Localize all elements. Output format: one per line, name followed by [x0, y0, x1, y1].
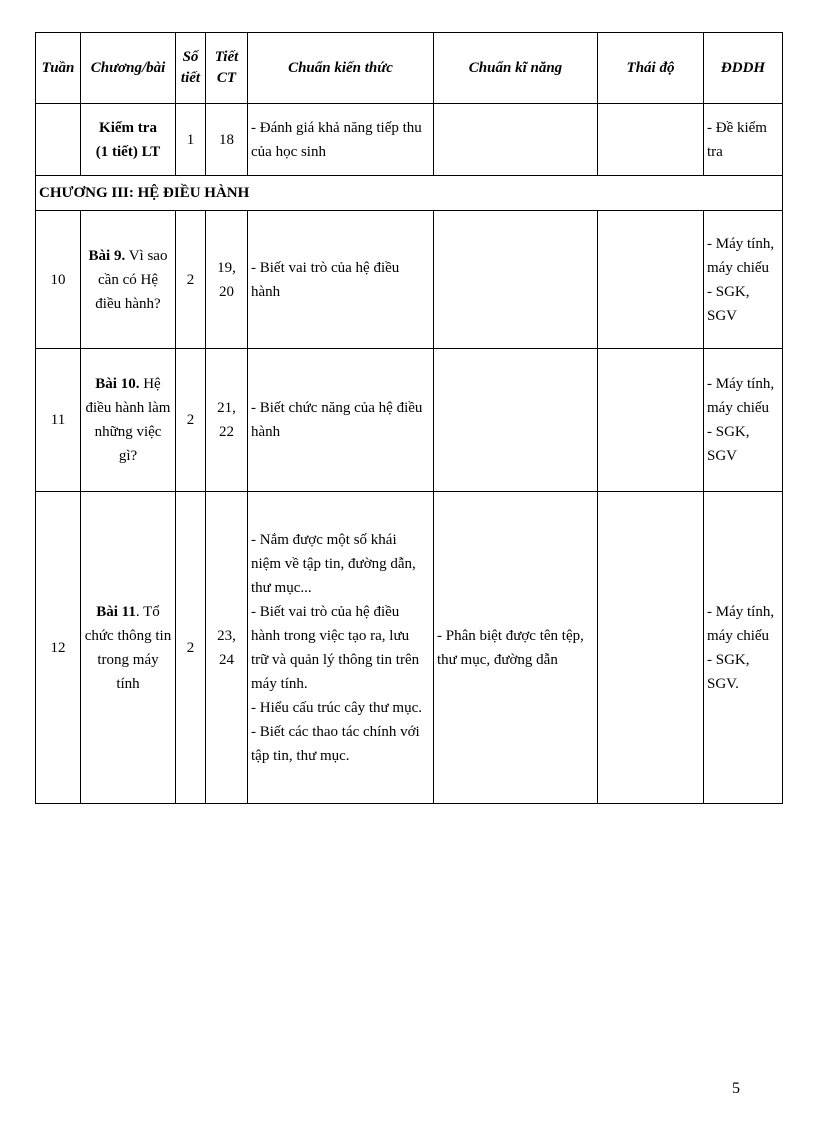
cell-equipment: [704, 492, 783, 804]
equipment-item: - Máy tính, máy chiếu: [707, 235, 775, 276]
cell-skills: [434, 104, 598, 176]
header-equipment: ĐDDH: [704, 33, 783, 104]
cell-attitude: [598, 492, 704, 804]
knowledge-item: - Hiểu cấu trúc cây thư mục.: [251, 699, 422, 716]
page-number: 5: [732, 1080, 740, 1097]
knowledge-item: - Nắm được một số khái niệm về tập tin, đường dẫn, thư mục...: [251, 531, 416, 596]
header-skills: Chuẩn kĩ năng: [434, 33, 598, 104]
cell-knowledge: [248, 211, 434, 349]
cell-periods: 2: [176, 211, 206, 349]
cell-knowledge: [248, 349, 434, 492]
cell-period-no: 19, 20: [206, 211, 248, 349]
cell-lesson: [81, 349, 176, 492]
cell-period-no: 23, 24: [206, 492, 248, 804]
lesson-rest: . Tổ chức thông tin trong máy tính: [84, 603, 172, 692]
lesson-rest: Vì sao cần có Hệ điều hành?: [95, 247, 168, 312]
cell-equipment: [704, 104, 783, 176]
header-periods-line1: Số: [182, 49, 199, 65]
cell-week: [36, 104, 81, 176]
cell-attitude: [598, 349, 704, 492]
table-row-chapter: [36, 176, 783, 211]
cell-lesson: [81, 211, 176, 349]
header-periods-line2: tiết: [180, 70, 201, 86]
table-row-test: [36, 104, 783, 176]
header-week: Tuần: [36, 33, 81, 104]
cell-lesson: [81, 492, 176, 804]
equipment-item: - Máy tính, máy chiếu: [707, 376, 775, 416]
equipment-item: - SGK, SGV: [707, 424, 750, 464]
cell-week: 12: [36, 492, 81, 804]
header-periods: [176, 33, 206, 104]
equipment-item: - Máy tính, máy chiếu: [707, 603, 775, 644]
header-lesson: Chương/bài: [81, 33, 176, 104]
cell-skills: [434, 211, 598, 349]
knowledge-item: - Biết vai trò của hệ điều hành: [251, 259, 400, 300]
lesson-rest: (1 tiết) LT: [95, 143, 161, 160]
equipment-item: - Đề kiểm tra: [707, 119, 767, 160]
cell-periods: 2: [176, 349, 206, 492]
cell-periods: 1: [176, 104, 206, 176]
header-period-no-line1: Tiết: [214, 49, 239, 65]
knowledge-item: - Đánh giá khả năng tiếp thu của học sinh: [251, 119, 422, 160]
lesson-title: Bài 10.: [95, 376, 140, 392]
table-row-lesson-9: [36, 211, 783, 349]
curriculum-table: [35, 32, 783, 804]
equipment-item: - SGK, SGV: [707, 283, 750, 324]
cell-skills: - Phân biệt được tên tệp, thư mục, đường dẫn: [434, 492, 598, 804]
lesson-title: Bài 9.: [88, 247, 126, 264]
cell-period-no: 18: [206, 104, 248, 176]
cell-equipment: [704, 349, 783, 492]
chapter-heading: CHƯƠNG III: HỆ ĐIỀU HÀNH: [36, 176, 783, 211]
cell-periods: 2: [176, 492, 206, 804]
lesson-title: Kiểm tra: [99, 119, 157, 136]
cell-attitude: [598, 104, 704, 176]
header-attitude: Thái độ: [598, 33, 704, 104]
header-row: [36, 33, 783, 104]
cell-week: 10: [36, 211, 81, 349]
header-period-no: [206, 33, 248, 104]
header-period-no-line2: CT: [216, 70, 237, 86]
cell-equipment: [704, 211, 783, 349]
knowledge-item: - Biết chức năng của hệ điều hành: [251, 400, 423, 440]
lesson-rest: Hệ điều hành làm những việc gì?: [85, 376, 171, 464]
knowledge-item: - Biết các thao tác chính với tập tin, thư mục.: [251, 723, 420, 764]
table-row-lesson-11: [36, 492, 783, 804]
cell-period-no: 21, 22: [206, 349, 248, 492]
knowledge-item: - Biết vai trò của hệ điều hành trong việc tạo ra, lưu trữ và quản lý thông tin trên máy tính.: [251, 603, 420, 692]
cell-attitude: [598, 211, 704, 349]
cell-week: 11: [36, 349, 81, 492]
header-knowledge: Chuẩn kiến thức: [248, 33, 434, 104]
cell-lesson: [81, 104, 176, 176]
equipment-item: - SGK, SGV.: [707, 651, 750, 692]
lesson-title: Bài 11: [96, 603, 136, 620]
table-row-lesson-10: [36, 349, 783, 492]
cell-knowledge: [248, 492, 434, 804]
cell-skills: [434, 349, 598, 492]
cell-knowledge: [248, 104, 434, 176]
